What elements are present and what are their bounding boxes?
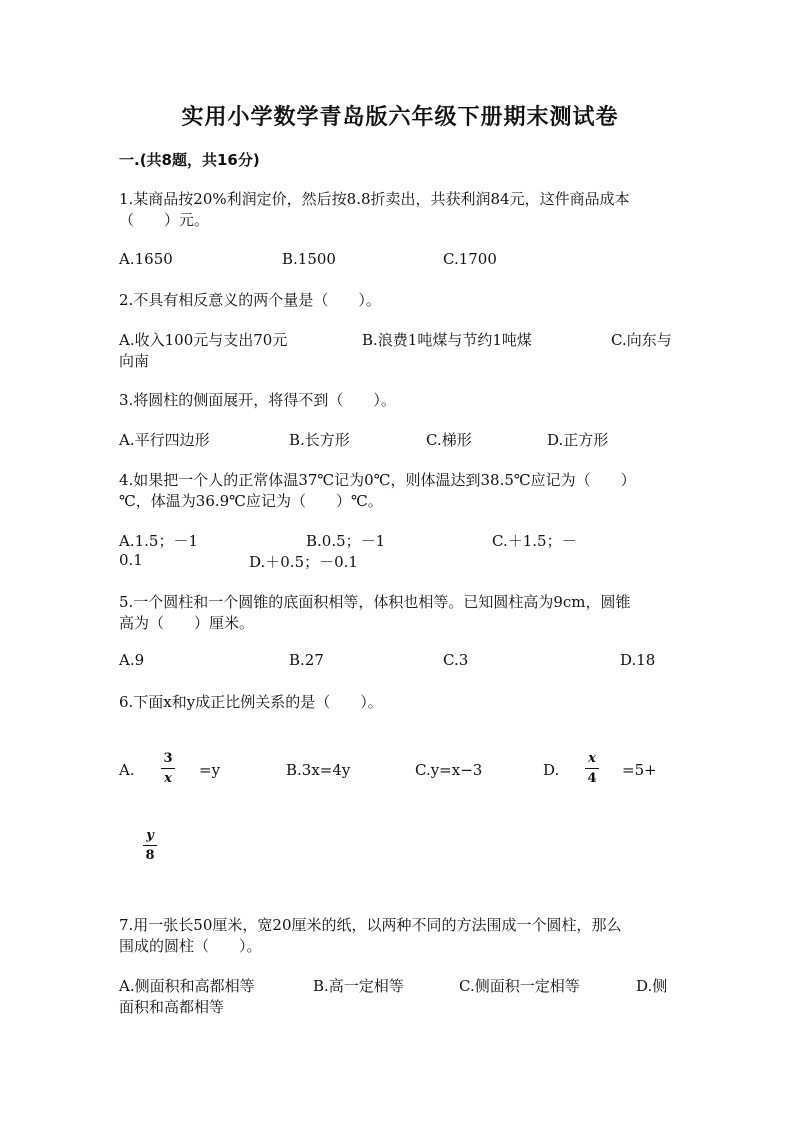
q1-stem-line1: 1.某商品按20%利润定价，然后按8.8折卖出，共获利润84元，这件商品成本 <box>119 190 630 208</box>
q6-option-c: C.y=x−3 <box>415 761 483 779</box>
q3-stem: 3.将圆柱的侧面展开，将得不到（ ）。 <box>119 391 396 409</box>
q5-option-b: B.27 <box>289 651 324 669</box>
q7-option-c: C.侧面积一定相等 <box>459 977 580 995</box>
q3-option-a: A.平行四边形 <box>119 431 210 449</box>
section-heading: 一.(共8题，共16分) <box>119 151 260 169</box>
q2-stem: 2.不具有相反意义的两个量是（ ）。 <box>119 291 381 309</box>
q6-option-b: B.3x=4y <box>286 761 351 779</box>
q6-option-d-label: D. <box>543 761 560 779</box>
q7-option-d: D.侧 <box>636 977 668 995</box>
q6-option-a-fraction <box>161 751 175 786</box>
q1-stem-line2: （ ）元。 <box>119 211 210 229</box>
q5-stem-line1: 5.一个圆柱和一个圆锥的底面积相等，体积也相等。已知圆柱高为9cm，圆锥 <box>119 593 631 611</box>
fraction-denominator: 4 <box>587 771 597 786</box>
q2-option-c: C.向东与 <box>611 331 672 349</box>
fraction-numerator: 3 <box>163 751 173 766</box>
fraction-denominator: 8 <box>145 848 155 863</box>
fraction-bar <box>585 768 599 769</box>
q6-option-a-label: A. <box>119 761 135 779</box>
q7-stem-line1: 7.用一张长50厘米，宽20厘米的纸，以两种不同的方法围成一个圆柱，那么 <box>119 916 622 934</box>
q2-option-b: B.浪费1吨煤与节约1吨煤 <box>362 331 532 349</box>
q5-stem-line2: 高为（ ）厘米。 <box>119 614 255 632</box>
q2-option-c-wrap: 向南 <box>119 352 150 370</box>
q5-option-c: C.3 <box>443 651 469 669</box>
q6-stem: 6.下面x和y成正比例关系的是（ ）。 <box>119 693 383 711</box>
fraction-numerator: x <box>588 751 596 766</box>
page-title: 实用小学数学青岛版六年级下册期末测试卷 <box>181 105 619 130</box>
q4-option-b: B.0.5；－1 <box>306 532 386 550</box>
fraction-bar <box>143 845 157 846</box>
q6-option-d-tail: =5+ <box>622 761 657 779</box>
q7-option-a: A.侧面积和高都相等 <box>119 977 255 995</box>
q5-option-a: A.9 <box>119 651 145 669</box>
q3-option-b: B.长方形 <box>289 431 350 449</box>
q4-option-c-wrap: 0.1 <box>119 551 143 569</box>
fraction-denominator: x <box>164 771 172 786</box>
q4-option-d: D.＋0.5；－0.1 <box>249 553 358 571</box>
q7-option-d-wrap: 面积和高都相等 <box>119 998 225 1016</box>
q5-option-d: D.18 <box>620 651 656 669</box>
q3-option-c: C.梯形 <box>426 431 472 449</box>
q4-stem-line1: 4.如果把一个人的正常体温37℃记为0℃，则体温达到38.5℃应记为（ ） <box>119 471 636 489</box>
q6-option-d-fraction <box>585 751 599 786</box>
q7-stem-line2: 围成的圆柱（ ）。 <box>119 937 262 955</box>
q4-option-a: A.1.5；－1 <box>119 532 198 550</box>
q2-option-a: A.收入100元与支出70元 <box>119 331 288 349</box>
fraction-bar <box>161 768 175 769</box>
q1-option-b: B.1500 <box>282 250 336 268</box>
q4-stem-line2: ℃，体温为36.9℃应记为（ ）℃。 <box>119 492 383 510</box>
fraction-numerator: y <box>146 828 154 843</box>
q6-option-a-tail: =y <box>199 761 221 779</box>
q4-option-c: C.＋1.5；－ <box>492 532 577 550</box>
q1-option-a: A.1650 <box>119 250 173 268</box>
q1-option-c: C.1700 <box>443 250 497 268</box>
q7-option-b: B.高一定相等 <box>313 977 404 995</box>
q6-option-d-wrap-fraction <box>143 828 157 863</box>
q3-option-d: D.正方形 <box>547 431 609 449</box>
